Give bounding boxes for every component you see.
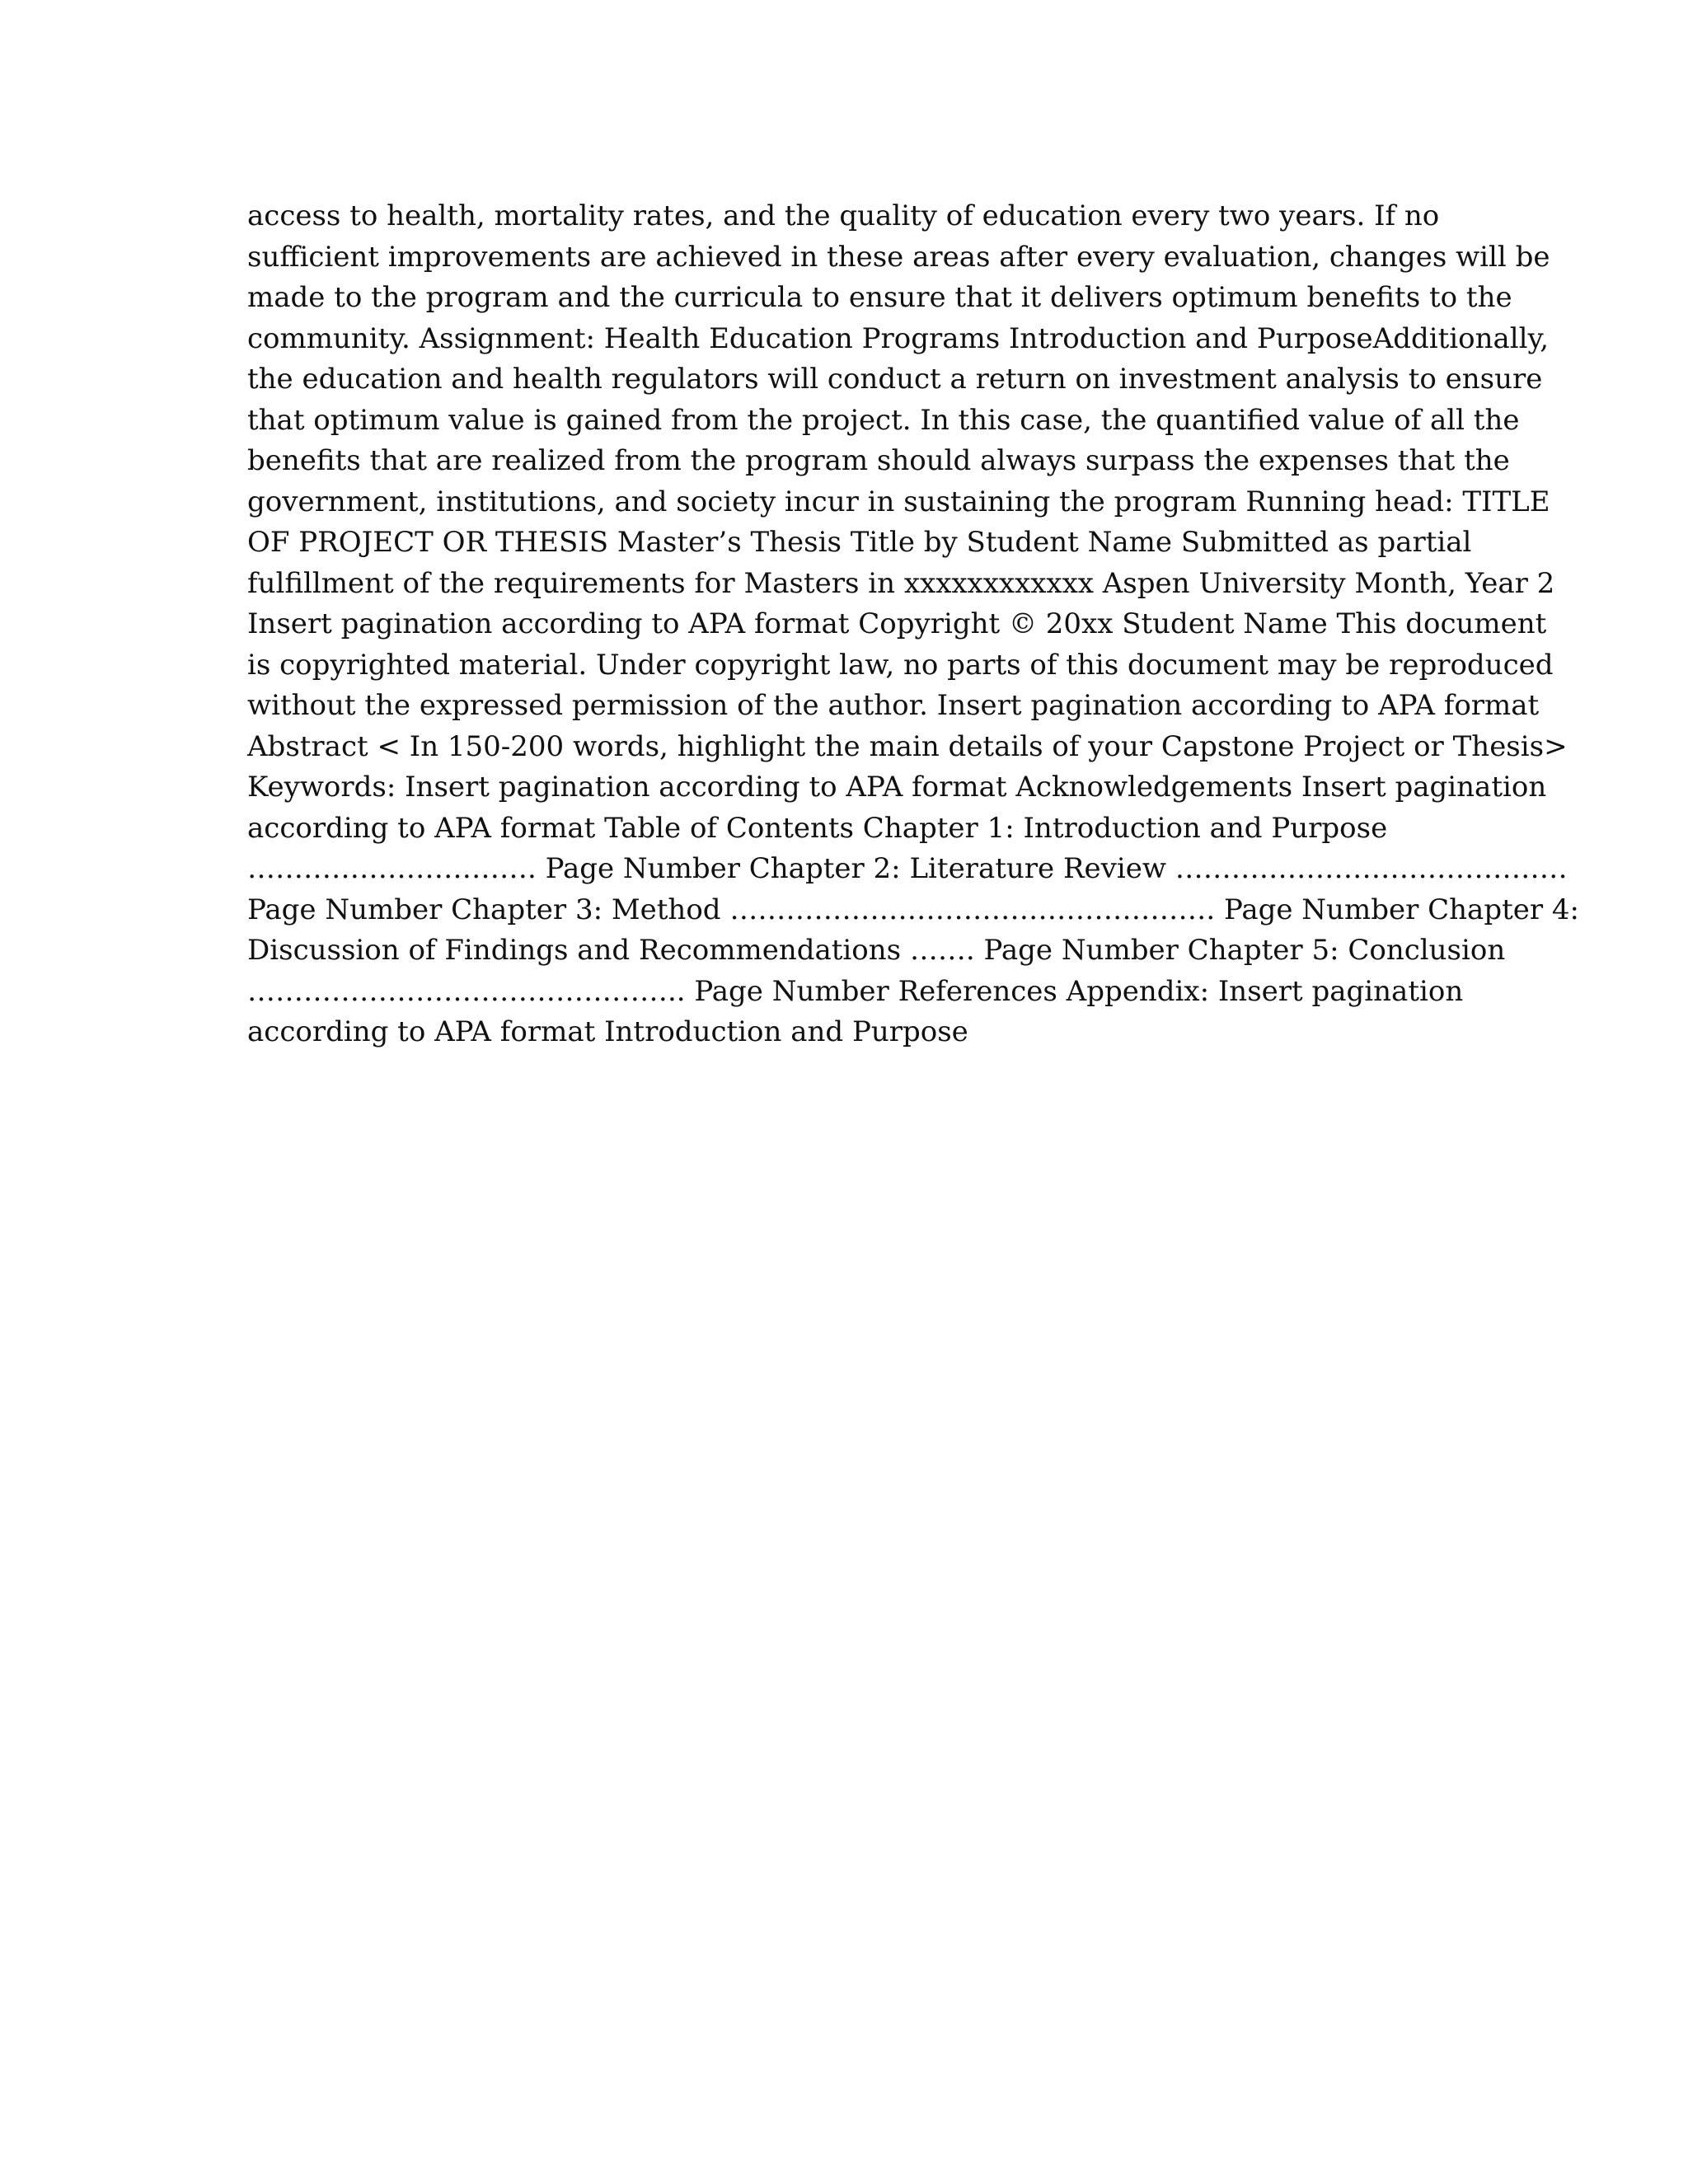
body-text bbox=[247, 196, 1580, 1053]
toc-line: …………………………. Page Number Chapter 2: Literature Review …………………………………… bbox=[247, 852, 1568, 885]
text-line: according to APA format Introduction and Purpose bbox=[247, 1015, 968, 1048]
text-line: benefits that are realized from the program should always surpass the expenses that the bbox=[247, 444, 1510, 477]
text-line: sufficient improvements are achieved in these areas after every evaluation, changes will be bbox=[247, 240, 1550, 274]
text-line: community. Assignment: Health Education Programs Introduction and PurposeAdditionally, bbox=[247, 321, 1550, 355]
text-line: Insert pagination according to APA format Copyright © 20xx Student Name This document bbox=[247, 607, 1547, 640]
text-line: fulfillment of the requirements for Masters in xxxxxxxxxxxx Aspen University Month, Year 2 bbox=[247, 566, 1555, 600]
text-line: made to the program and the curricula to ensure that it delivers optimum benefits to the bbox=[247, 281, 1512, 314]
toc-line: Page Number Chapter 3: Method ……………………………………………. Page Number Chapter 4: bbox=[247, 893, 1580, 926]
text-line: OF PROJECT OR THESIS Master’s Thesis Title by Student Name Submitted as partial bbox=[247, 526, 1472, 559]
toc-line: ……………………………………….. Page Number References Appendix: Insert pagination bbox=[247, 974, 1464, 1008]
text-line: that optimum value is gained from the project. In this case, the quantified value of all the bbox=[247, 403, 1520, 437]
text-line: without the expressed permission of the author. Insert pagination according to APA format bbox=[247, 689, 1540, 722]
text-line: according to APA format Table of Contents Chapter 1: Introduction and Purpose bbox=[247, 811, 1388, 845]
toc-line: Discussion of Findings and Recommendations ……. Page Number Chapter 5: Conclusion bbox=[247, 934, 1506, 967]
text-line: access to health, mortality rates, and the quality of education every two years. If no bbox=[247, 199, 1440, 232]
text-line: the education and health regulators will conduct a return on investment analysis to ensure bbox=[247, 363, 1543, 396]
text-line: is copyrighted material. Under copyright law, no parts of this document may be reproduced bbox=[247, 648, 1554, 682]
text-line: government, institutions, and society incur in sustaining the program Running head: TITLE bbox=[247, 485, 1550, 518]
text-line: Keywords: Insert pagination according to APA format Acknowledgements Insert pagination bbox=[247, 771, 1547, 804]
text-line: Abstract < In 150-200 words, highlight the main details of your Capstone Project or Thesis> bbox=[247, 729, 1568, 763]
